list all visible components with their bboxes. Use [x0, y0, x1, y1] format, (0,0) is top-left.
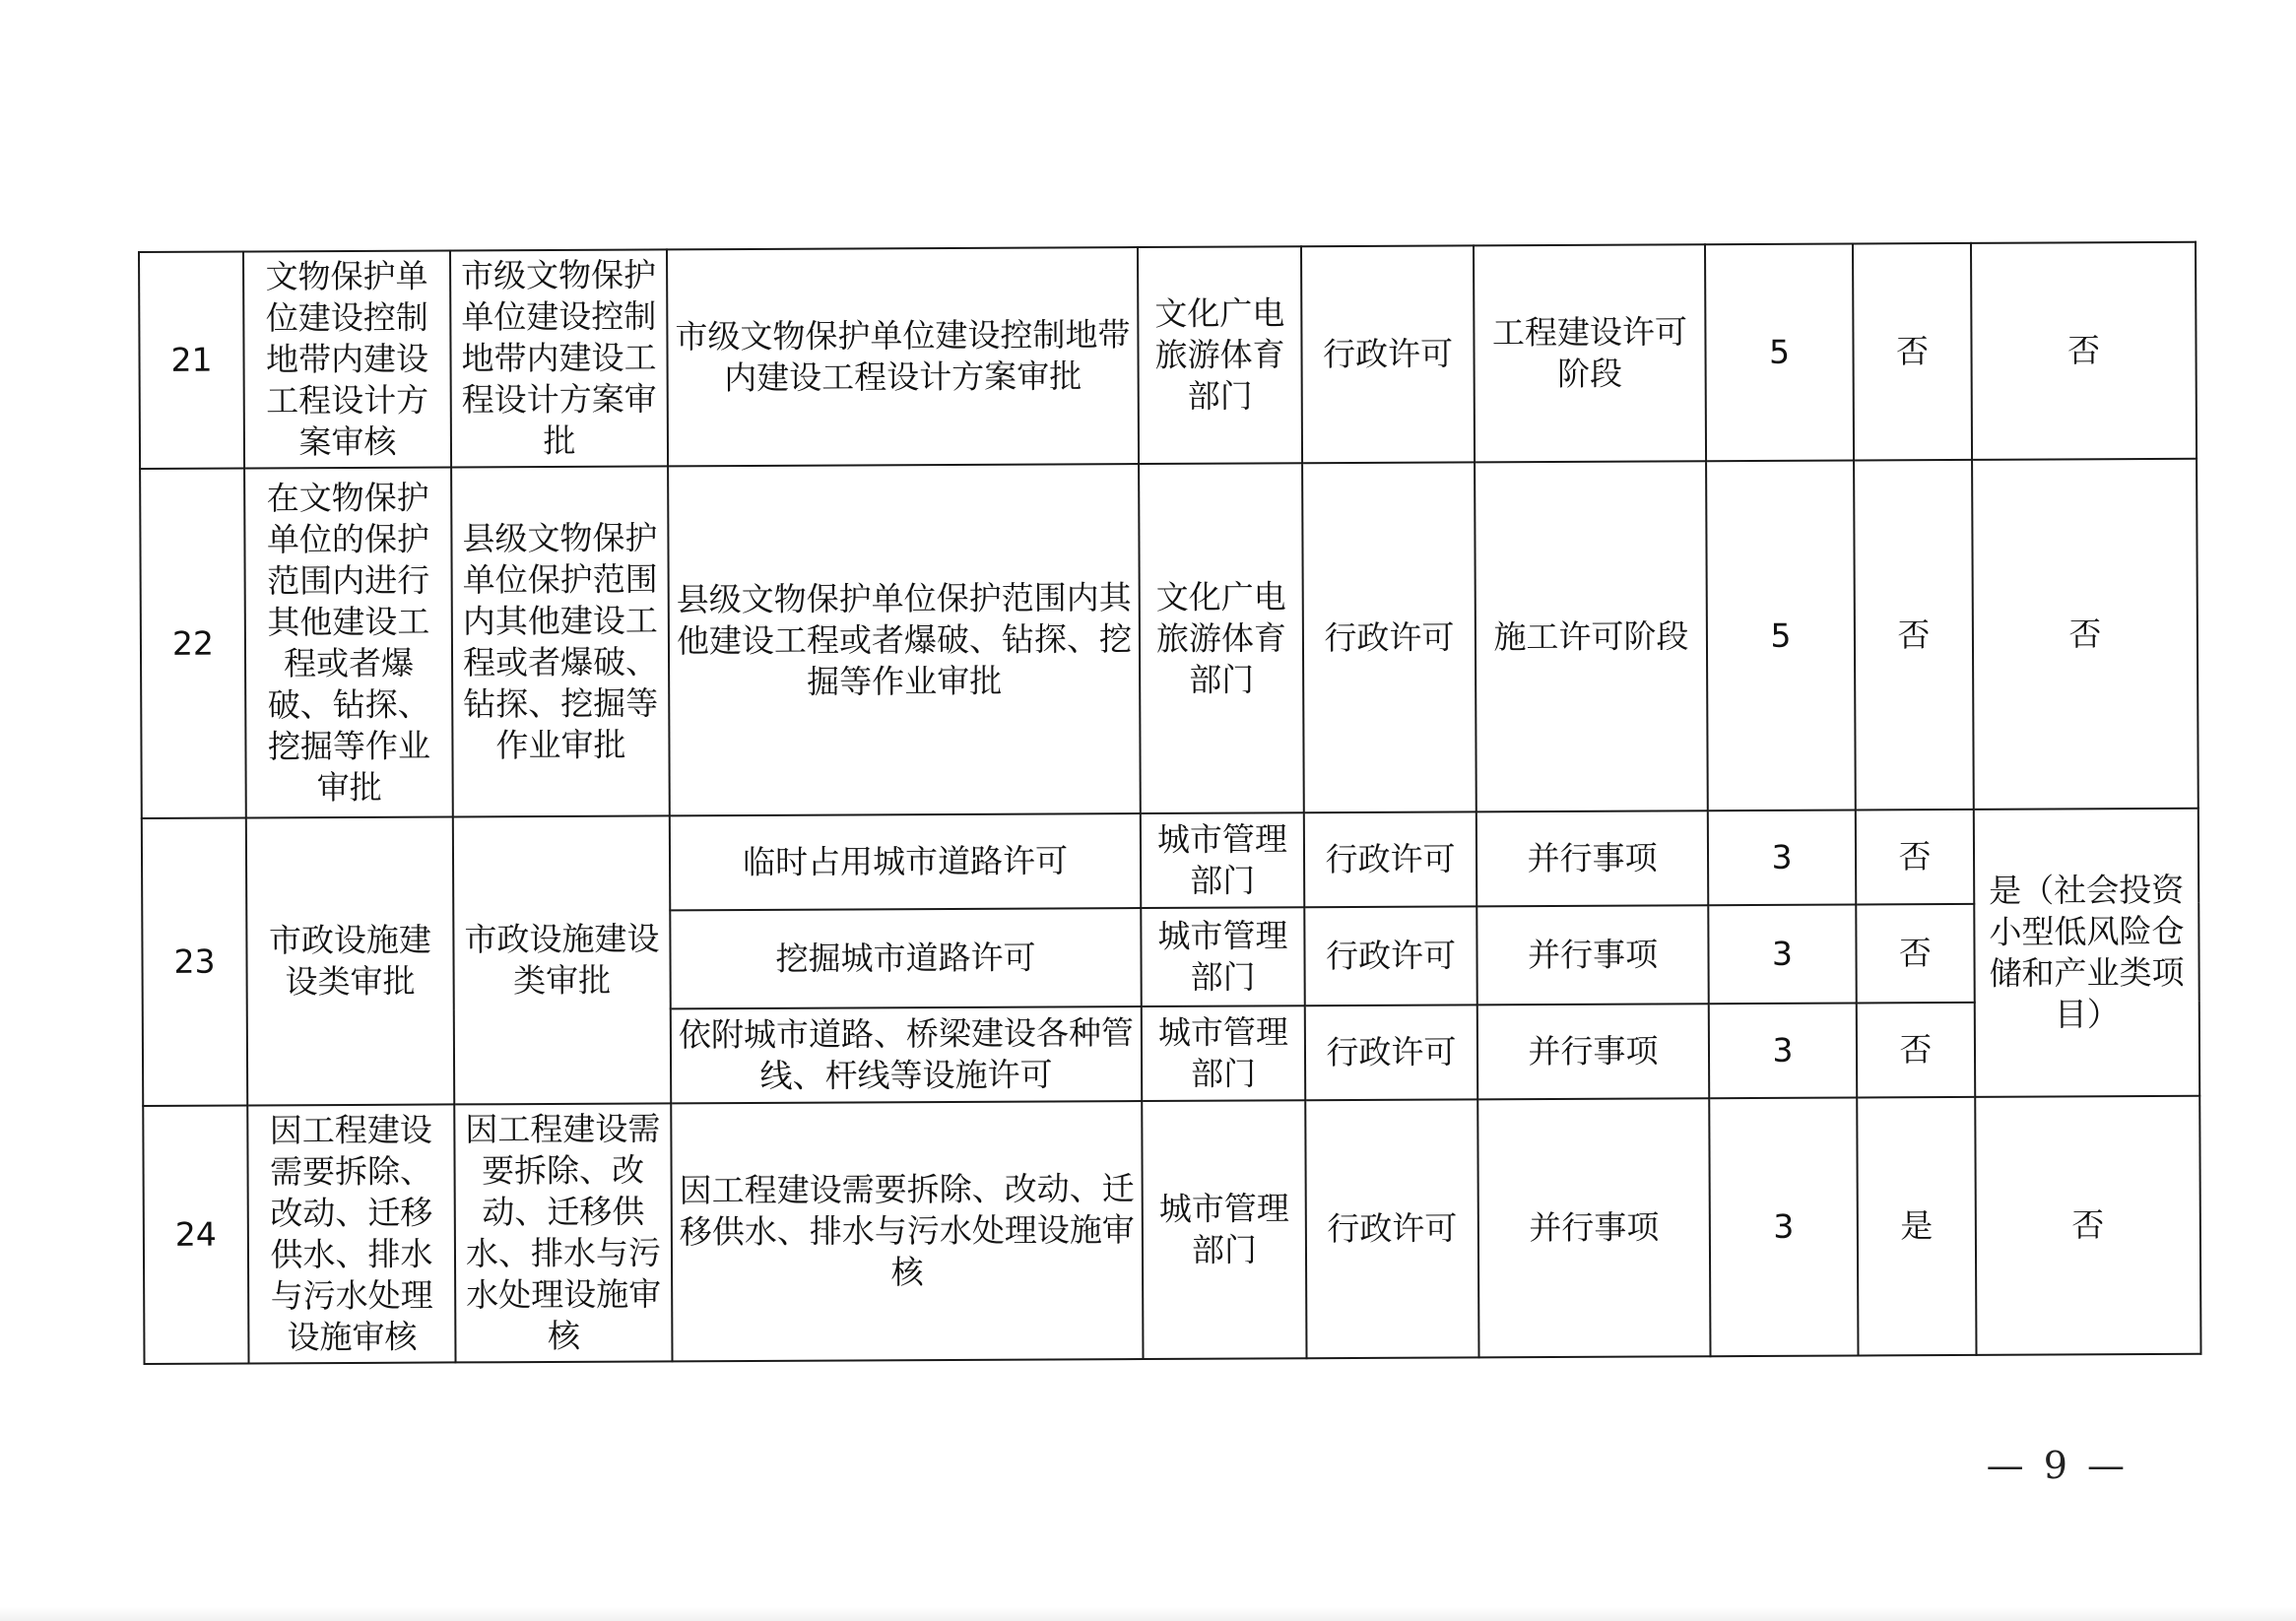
detail-name: 市级文物保护单位建设控制地带内建设工程设计方案审批 [667, 247, 1139, 466]
flag-column-2: 否 [1975, 1096, 2200, 1355]
item-number: 23 [142, 817, 247, 1106]
table-row [140, 459, 2198, 818]
approval-type: 行政许可 [1305, 1005, 1477, 1100]
flag-column-1: 否 [1856, 810, 1974, 905]
item-number: 21 [139, 251, 244, 469]
approval-stage: 施工许可阶段 [1475, 461, 1708, 811]
approval-stage: 并行事项 [1476, 905, 1708, 1005]
approval-type: 行政许可 [1305, 1099, 1478, 1358]
time-limit-days: 5 [1706, 460, 1856, 810]
flag-column-2: 否 [1972, 459, 2198, 810]
item-name: 在文物保护单位的保护范围内进行其他建设工程或者爆破、钻探、挖掘等作业审批 [244, 467, 453, 817]
time-limit-days: 3 [1709, 1097, 1858, 1356]
flag-column-1: 否 [1853, 243, 1972, 461]
department: 文化广电旅游体育部门 [1138, 246, 1302, 464]
page-edge-shadow [0, 1607, 2296, 1621]
item-number: 22 [140, 468, 246, 818]
table-row [139, 242, 2197, 469]
approval-stage: 并行事项 [1477, 1004, 1709, 1099]
flag-column-2: 否 [1971, 242, 2197, 460]
item-name: 市政设施建设类审批 [246, 816, 454, 1105]
detail-name: 县级文物保护单位保护范围内其他建设工程或者爆破、钻探、挖掘等作业审批 [668, 464, 1141, 815]
approval-type: 行政许可 [1301, 245, 1475, 463]
flag-column-1: 是 [1857, 1097, 1976, 1356]
item-number: 24 [143, 1105, 248, 1364]
department: 城市管理部门 [1142, 1005, 1305, 1101]
item-name: 文物保护单位建设控制地带内建设工程设计方案审核 [243, 250, 451, 468]
sub-item-name: 县级文物保护单位保护范围内其他建设工程或者爆破、钻探、挖掘等作业审批 [451, 466, 670, 816]
flag-column-1: 否 [1856, 904, 1974, 1004]
sub-item-name: 市政设施建设类审批 [453, 815, 671, 1104]
sub-item-name: 因工程建设需要拆除、改动、迁移供水、排水与污水处理设施审核 [454, 1103, 672, 1362]
time-limit-days: 3 [1708, 810, 1856, 905]
approval-type: 行政许可 [1302, 462, 1476, 812]
approval-type: 行政许可 [1304, 906, 1476, 1005]
table-row [143, 1096, 2200, 1364]
table-row [142, 809, 2198, 913]
time-limit-days: 5 [1705, 243, 1854, 461]
approval-stage: 并行事项 [1476, 810, 1708, 906]
approval-stage: 工程建设许可阶段 [1474, 244, 1706, 462]
flag-column-1: 否 [1854, 460, 1974, 810]
approval-type: 行政许可 [1304, 811, 1476, 907]
detail-name: 依附城市道路、桥梁建设各种管线、杆线等设施许可 [671, 1006, 1142, 1103]
approval-items-table [138, 241, 2202, 1365]
page-number: — 9 — [1986, 1444, 2129, 1487]
sub-item-name: 市级文物保护单位建设控制地带内建设工程设计方案审批 [450, 249, 668, 467]
flag-column-2: 是（社会投资小型低风险仓储和产业类项目） [1974, 809, 2199, 1097]
department: 城市管理部门 [1141, 907, 1304, 1006]
time-limit-days: 3 [1709, 1003, 1857, 1098]
department: 城市管理部门 [1141, 812, 1304, 908]
department: 城市管理部门 [1142, 1100, 1306, 1359]
flag-column-1: 否 [1857, 1003, 1975, 1098]
approval-stage: 并行事项 [1477, 1098, 1710, 1357]
time-limit-days: 3 [1708, 904, 1856, 1004]
detail-name: 挖掘城市道路许可 [670, 908, 1141, 1008]
department: 文化广电旅游体育部门 [1139, 463, 1304, 813]
detail-name: 因工程建设需要拆除、改动、迁移供水、排水与污水处理设施审核 [671, 1101, 1143, 1361]
item-name: 因工程建设需要拆除、改动、迁移供水、排水与污水处理设施审核 [247, 1104, 455, 1363]
detail-name: 临时占用城市道路许可 [670, 813, 1141, 910]
